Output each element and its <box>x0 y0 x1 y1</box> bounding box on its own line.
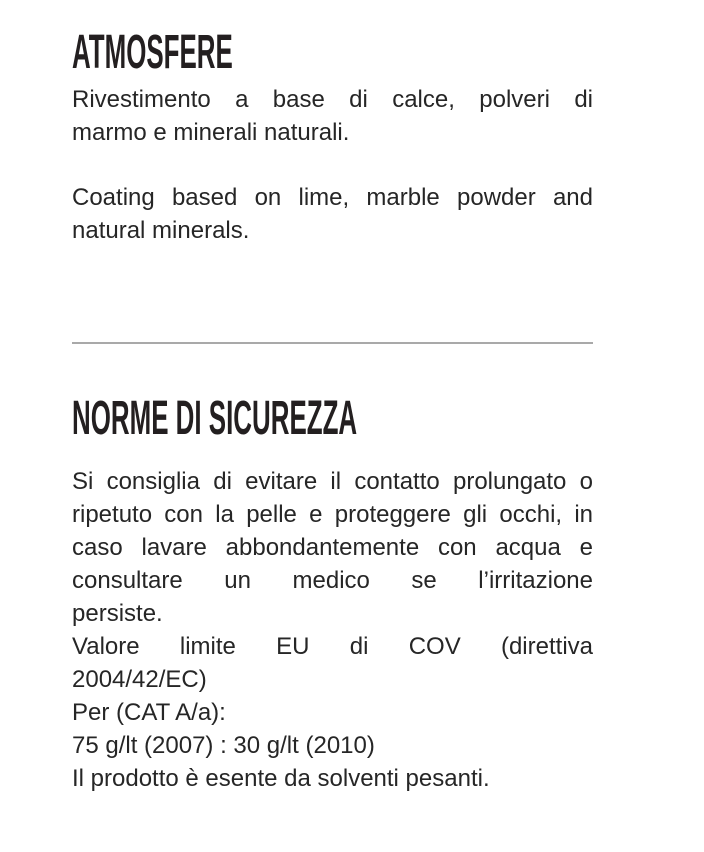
text-line: persiste. <box>72 600 163 627</box>
text-line: Rivestimento a base di calce, polveri di <box>72 86 593 113</box>
text-line: Coating based on lime, marble powder and <box>72 184 593 211</box>
paragraph-category <box>72 696 593 729</box>
text-line: 75 g/lt (2007) : 30 g/lt (2010) <box>72 732 375 759</box>
section-title-norme-di-sicurezza: NORME DI SICUREZZA <box>72 392 358 445</box>
section-atmosfere <box>72 26 593 247</box>
text-line: ripetuto con la pelle e proteggere gli occhi, in <box>72 501 593 528</box>
paragraph-product-description-en <box>72 181 593 247</box>
paragraph-safety-advice <box>72 465 593 630</box>
safety-text-block <box>72 465 593 795</box>
text-line: Si consiglia di evitare il contatto prolungato o <box>72 468 593 495</box>
paragraph-voc-limit <box>72 630 593 696</box>
text-line: 2004/42/EC) <box>72 666 207 693</box>
section-title-atmosfere: ATMOSFERE <box>72 26 233 79</box>
paragraph-product-description-it <box>72 83 593 149</box>
section-norme-di-sicurezza <box>72 392 593 795</box>
paragraph-voc-values <box>72 729 593 762</box>
text-line: marmo e minerali naturali. <box>72 119 350 146</box>
text-line: Valore limite EU di COV (direttiva <box>72 633 593 660</box>
section-divider <box>72 342 593 344</box>
text-line: natural minerals. <box>72 217 250 244</box>
text-line: Per (CAT A/a): <box>72 699 226 726</box>
text-line: consultare un medico se l’irritazione <box>72 567 593 594</box>
text-line: Il prodotto è esente da solventi pesanti. <box>72 765 490 792</box>
paragraph-solvent-note <box>72 762 593 795</box>
text-line: caso lavare abbondantemente con acqua e <box>72 534 593 561</box>
